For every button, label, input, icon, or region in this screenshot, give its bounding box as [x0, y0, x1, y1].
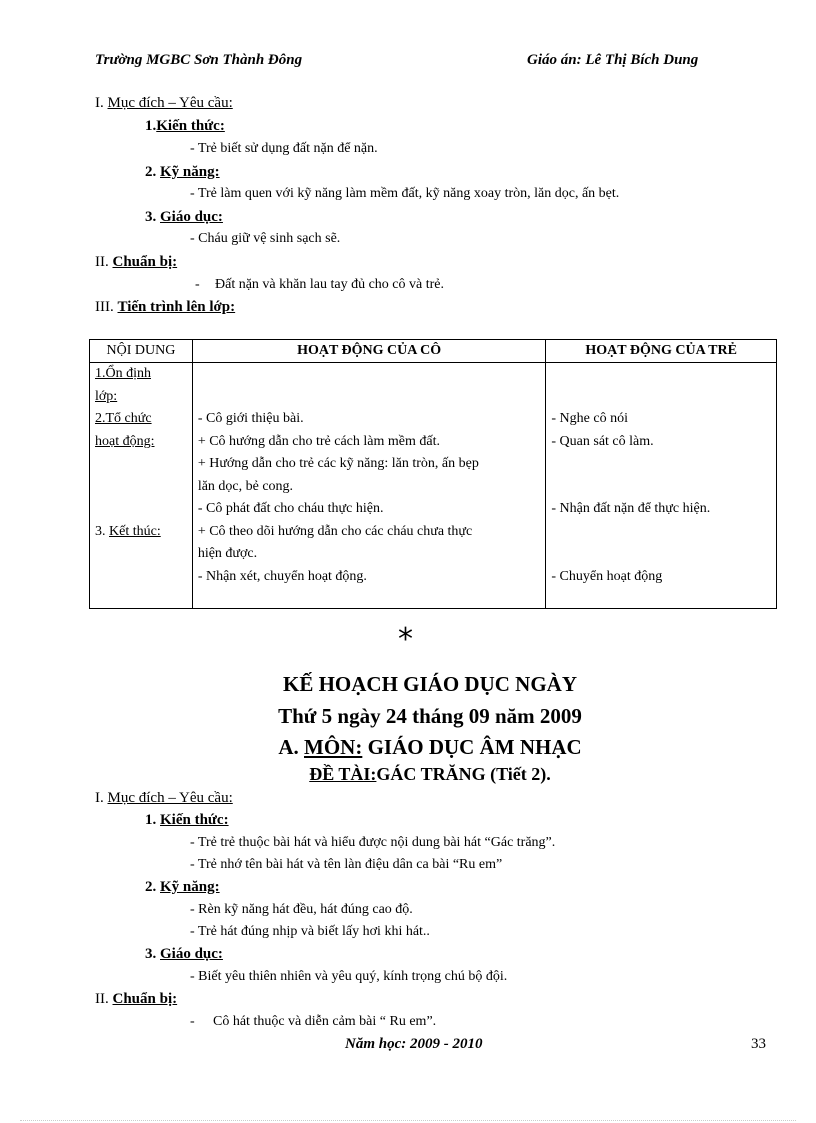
subsection-skills: 2. Kỹ năng:	[145, 164, 220, 180]
content-line: 2.Tổ chức	[95, 411, 152, 426]
teacher-line: lăn dọc, bẻ cong.	[197, 478, 294, 494]
section-number: I.	[95, 95, 104, 111]
skills-item-1: - Rèn kỹ năng hát đều, hát đúng cao độ.	[190, 902, 413, 917]
footer-year: Năm học: 2009 - 2010	[345, 1036, 483, 1052]
section-title: Mục đích – Yêu cầu:	[107, 95, 233, 111]
section-preparation: II. Chuẩn bị:	[95, 254, 178, 270]
subsection-education-2: 3. Giáo dục:	[145, 946, 223, 962]
education-item: - Cháu giữ vệ sinh sạch sẽ.	[190, 231, 341, 246]
content-line: lớp:	[95, 388, 118, 404]
section-objectives-2: I. Mục đích – Yêu cầu:	[95, 790, 233, 806]
children-line: - Chuyển hoạt động	[551, 568, 663, 584]
skills-item: - Trẻ làm quen với kỹ năng làm mềm đất, kỹ năng xoay tròn, lăn dọc, ấn bẹt.	[190, 186, 620, 201]
plan-topic: ĐỀ TÀI:GÁC TRĂNG (Tiết 2).	[309, 764, 551, 784]
divider-star: *	[398, 622, 413, 657]
children-line: - Quan sát cô làm.	[551, 433, 654, 449]
plan-subject: A. MÔN: GIÁO DỤC ÂM NHẠC	[278, 735, 582, 759]
teacher-line: - Nhận xét, chuyển hoạt động.	[197, 568, 367, 584]
subsection-education: 3. Giáo dục:	[145, 209, 223, 225]
plan-title: KẾ HOẠCH GIÁO DỤC NGÀY	[282, 672, 577, 696]
teacher-cell	[192, 363, 546, 609]
activity-table	[89, 339, 777, 609]
preparation-dash-2: -	[190, 1014, 195, 1029]
teacher-line: - Cô giới thiệu bài.	[197, 411, 304, 426]
preparation-item: Đất nặn và khăn lau tay đủ cho cô và trẻ.	[215, 277, 444, 292]
children-line: - Nghe cô nói	[551, 411, 628, 426]
content-line: 1.Ổn định	[95, 366, 151, 381]
children-cell	[546, 363, 777, 609]
teacher-line: - Cô phát đất cho cháu thực hiện.	[197, 501, 384, 516]
skills-item-2: - Trẻ hát đúng nhịp và biết lấy hơi khi hát..	[190, 924, 430, 939]
children-line: - Nhận đất nặn để thực hiện.	[551, 501, 711, 516]
page-number: 33	[751, 1036, 766, 1052]
knowledge-item: - Trẻ biết sử dụng đất nặn để nặn.	[190, 141, 378, 156]
header-school: Trường MGBC Sơn Thành Đông	[95, 52, 303, 68]
content-line: 3. Kết thúc:	[95, 523, 161, 539]
content-line: hoạt động:	[95, 433, 155, 449]
teacher-line: + Cô hướng dẫn cho trẻ cách làm mềm đất.	[197, 433, 440, 449]
subsection-knowledge: 1.Kiến thức:	[145, 118, 225, 134]
header-content: NỘI DUNG	[90, 340, 193, 363]
preparation-dash: -	[195, 277, 200, 292]
section-preparation-2: II. Chuẩn bị:	[95, 991, 178, 1007]
subsection-knowledge-2: 1. Kiến thức:	[145, 812, 229, 828]
content-cell	[90, 363, 193, 609]
header-author: Giáo án: Lê Thị Bích Dung	[527, 52, 699, 68]
table-row	[90, 363, 777, 609]
header-children: HOẠT ĐỘNG CỦA TRẺ	[546, 340, 777, 363]
knowledge-item-2: - Trẻ nhớ tên bài hát và tên làn điệu dân ca bài “Ru em”	[190, 857, 503, 872]
teacher-line: + Hướng dẫn cho trẻ các kỹ năng: lăn tròn, ấn bẹp	[197, 456, 479, 471]
subsection-skills-2: 2. Kỹ năng:	[145, 879, 220, 895]
header-teacher: HOẠT ĐỘNG CỦA CÔ	[192, 340, 546, 363]
teacher-line: + Cô theo dõi hướng dẫn cho các cháu chưa thực	[197, 523, 473, 539]
section-procedure: III. Tiến trình lên lớp:	[95, 299, 236, 315]
knowledge-item-1: - Trẻ trẻ thuộc bài hát và hiểu được nội dung bài hát “Gác trăng”.	[190, 835, 556, 850]
teacher-line: hiện được.	[197, 546, 258, 561]
preparation-item-2: Cô hát thuộc và diễn cảm bài “ Ru em”.	[213, 1014, 437, 1029]
education-item-2: - Biết yêu thiên nhiên và yêu quý, kính trọng chú bộ đội.	[190, 969, 508, 984]
page-bottom-divider	[20, 1120, 796, 1121]
section-objectives	[95, 95, 233, 112]
plan-date: Thứ 5 ngày 24 tháng 09 năm 2009	[278, 704, 582, 728]
table-header-row	[90, 340, 777, 363]
